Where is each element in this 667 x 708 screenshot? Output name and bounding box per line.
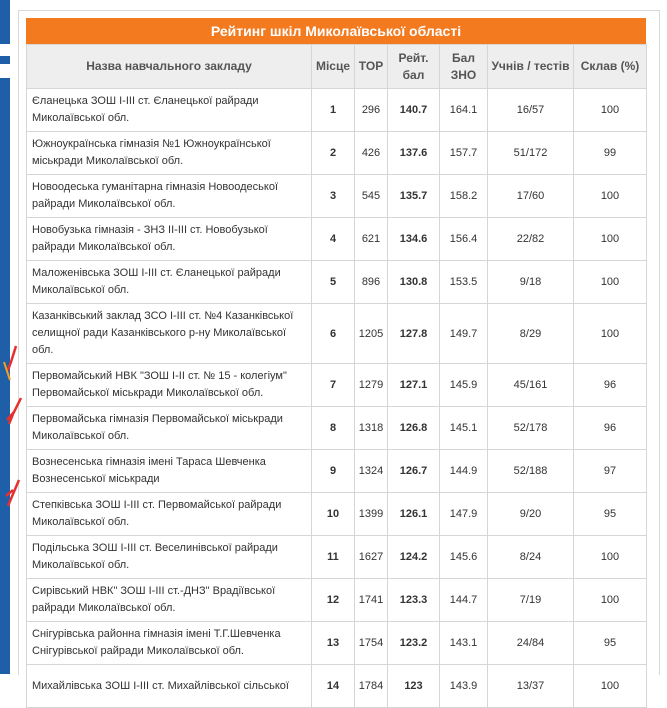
left-strip-box <box>0 44 10 56</box>
table-row <box>27 407 647 450</box>
annotation-mark <box>8 346 16 370</box>
cell-rating: 135.7 <box>388 175 440 218</box>
cell-composition: 95 <box>574 622 647 665</box>
cell-school-name[interactable]: Новоодеська гуманітарна гімназія Новоодеської райради Миколаївської обл. <box>27 175 312 218</box>
table-row <box>27 218 647 261</box>
cell-rating: 123.2 <box>388 622 440 665</box>
rating-table <box>26 44 647 708</box>
annotation-mark <box>6 480 19 506</box>
header-rating[interactable]: Рейт. бал <box>388 45 440 89</box>
cell-rank: 5 <box>312 261 355 304</box>
cell-students: 51/172 <box>488 132 574 175</box>
cell-composition: 100 <box>574 89 647 132</box>
header-top[interactable]: TOP <box>355 45 388 89</box>
cell-rating: 140.7 <box>388 89 440 132</box>
header-name[interactable]: Назва навчального закладу <box>27 45 312 89</box>
cell-rank: 13 <box>312 622 355 665</box>
cell-students: 17/60 <box>488 175 574 218</box>
page-left-strip <box>0 0 10 674</box>
cell-school-name[interactable]: Єланецька ЗОШ І-ІІІ ст. Єланецької райради Миколаївської обл. <box>27 89 312 132</box>
cell-top: 1754 <box>355 622 388 665</box>
table-row <box>27 132 647 175</box>
cell-top: 296 <box>355 89 388 132</box>
cell-rank: 6 <box>312 304 355 364</box>
cell-top: 545 <box>355 175 388 218</box>
cell-students: 52/188 <box>488 450 574 493</box>
cell-top: 1324 <box>355 450 388 493</box>
table-row <box>27 493 647 536</box>
cell-students: 16/57 <box>488 89 574 132</box>
cell-students: 13/37 <box>488 665 574 708</box>
cell-zno: 144.9 <box>440 450 488 493</box>
cell-composition: 96 <box>574 407 647 450</box>
header-zno[interactable]: Бал ЗНО <box>440 45 488 89</box>
cell-rating: 126.1 <box>388 493 440 536</box>
cell-top: 1627 <box>355 536 388 579</box>
table-row <box>27 622 647 665</box>
cell-rating: 127.8 <box>388 304 440 364</box>
cell-composition: 100 <box>574 218 647 261</box>
cell-rank: 3 <box>312 175 355 218</box>
table-row <box>27 261 647 304</box>
cell-rank: 8 <box>312 407 355 450</box>
cell-rank: 12 <box>312 579 355 622</box>
cell-rank: 1 <box>312 89 355 132</box>
cell-school-name[interactable]: Степківська ЗОШ І-ІІІ ст. Первомайської райради Миколаївської обл. <box>27 493 312 536</box>
cell-rank: 11 <box>312 536 355 579</box>
table-row <box>27 304 647 364</box>
cell-rating: 130.8 <box>388 261 440 304</box>
cell-top: 1399 <box>355 493 388 536</box>
cell-school-name[interactable]: Маложенівська ЗОШ І-ІІІ ст. Єланецької райради Миколаївської обл. <box>27 261 312 304</box>
cell-composition: 96 <box>574 364 647 407</box>
cell-zno: 143.9 <box>440 665 488 708</box>
cell-zno: 157.7 <box>440 132 488 175</box>
cell-rating: 123 <box>388 665 440 708</box>
cell-composition: 100 <box>574 665 647 708</box>
cell-students: 7/19 <box>488 579 574 622</box>
cell-rank: 10 <box>312 493 355 536</box>
cell-zno: 145.9 <box>440 364 488 407</box>
annotation-mark <box>7 398 21 424</box>
cell-composition: 100 <box>574 261 647 304</box>
cell-school-name[interactable]: Первомайська гімназія Первомайської міськради Миколаївської обл. <box>27 407 312 450</box>
cell-composition: 97 <box>574 450 647 493</box>
cell-composition: 95 <box>574 493 647 536</box>
cell-zno: 147.9 <box>440 493 488 536</box>
left-strip-box <box>0 64 10 78</box>
header-rank[interactable]: Місце <box>312 45 355 89</box>
cell-top: 1279 <box>355 364 388 407</box>
cell-zno: 153.5 <box>440 261 488 304</box>
cell-composition: 100 <box>574 579 647 622</box>
cell-top: 1205 <box>355 304 388 364</box>
cell-school-name[interactable]: Вознесенська гімназія імені Тараса Шевченка Вознесенської міськради <box>27 450 312 493</box>
cell-rank: 9 <box>312 450 355 493</box>
cell-school-name[interactable]: Первомайський НВК "ЗОШ І-ІІ ст. № 15 - колегіум" Первомайської міськради Миколаївської обл. <box>27 364 312 407</box>
table-row <box>27 175 647 218</box>
cell-zno: 145.6 <box>440 536 488 579</box>
cell-rank: 7 <box>312 364 355 407</box>
cell-top: 1318 <box>355 407 388 450</box>
cell-students: 9/18 <box>488 261 574 304</box>
cell-zno: 164.1 <box>440 89 488 132</box>
cell-students: 45/161 <box>488 364 574 407</box>
cell-zno: 158.2 <box>440 175 488 218</box>
cell-top: 896 <box>355 261 388 304</box>
cell-composition: 100 <box>574 175 647 218</box>
cell-composition: 100 <box>574 536 647 579</box>
cell-top: 1784 <box>355 665 388 708</box>
cell-students: 24/84 <box>488 622 574 665</box>
cell-zno: 144.7 <box>440 579 488 622</box>
header-students[interactable]: Учнів / тестів <box>488 45 574 89</box>
cell-rating: 123.3 <box>388 579 440 622</box>
cell-rating: 126.7 <box>388 450 440 493</box>
cell-top: 621 <box>355 218 388 261</box>
cell-composition: 99 <box>574 132 647 175</box>
cell-zno: 149.7 <box>440 304 488 364</box>
table-header-row <box>27 45 647 89</box>
cell-school-name[interactable]: Южноукраїнська гімназія №1 Южноукраїнської міськради Миколаївської обл. <box>27 132 312 175</box>
cell-students: 8/29 <box>488 304 574 364</box>
cell-students: 8/24 <box>488 536 574 579</box>
cell-school-name[interactable]: Подільська ЗОШ І-ІІІ ст. Веселинівської райради Миколаївської обл. <box>27 536 312 579</box>
cell-school-name[interactable]: Сирівський НВК" ЗОШ І-ІІІ ст.-ДНЗ" Врадіївської райради Миколаївської обл. <box>27 579 312 622</box>
annotation-marks <box>2 340 24 540</box>
table-row <box>27 579 647 622</box>
cell-composition: 100 <box>574 304 647 364</box>
cell-school-name[interactable]: Казанківський заклад ЗСО І-ІІІ ст. №4 Казанківської селищної ради Казанківського р-ну Миколаївської обл. <box>27 304 312 364</box>
cell-zno: 156.4 <box>440 218 488 261</box>
cell-rank: 4 <box>312 218 355 261</box>
cell-top: 1741 <box>355 579 388 622</box>
cell-rating: 127.1 <box>388 364 440 407</box>
cell-rating: 124.2 <box>388 536 440 579</box>
table-row <box>27 89 647 132</box>
table-row <box>27 450 647 493</box>
cell-school-name[interactable]: Михайлівська ЗОШ І-ІІІ ст. Михайлівської сільської <box>27 665 312 708</box>
cell-rating: 137.6 <box>388 132 440 175</box>
table-title: Рейтинг шкіл Миколаївської області <box>26 18 646 44</box>
cell-rating: 134.6 <box>388 218 440 261</box>
cell-school-name[interactable]: Новобузька гімназія - ЗНЗ ІІ-ІІІ ст. Новобузької райради Миколаївської обл. <box>27 218 312 261</box>
cell-students: 9/20 <box>488 493 574 536</box>
cell-students: 22/82 <box>488 218 574 261</box>
cell-top: 426 <box>355 132 388 175</box>
header-composition[interactable]: Склав (%) <box>574 45 647 89</box>
cell-zno: 143.1 <box>440 622 488 665</box>
cell-rating: 126.8 <box>388 407 440 450</box>
table-row <box>27 364 647 407</box>
table-row <box>27 536 647 579</box>
table-row <box>27 665 647 708</box>
cell-school-name[interactable]: Снігурівська районна гімназія імені Т.Г.Шевченка Снігурівської райради Миколаївської обл. <box>27 622 312 665</box>
cell-zno: 145.1 <box>440 407 488 450</box>
cell-rank: 14 <box>312 665 355 708</box>
cell-students: 52/178 <box>488 407 574 450</box>
cell-rank: 2 <box>312 132 355 175</box>
